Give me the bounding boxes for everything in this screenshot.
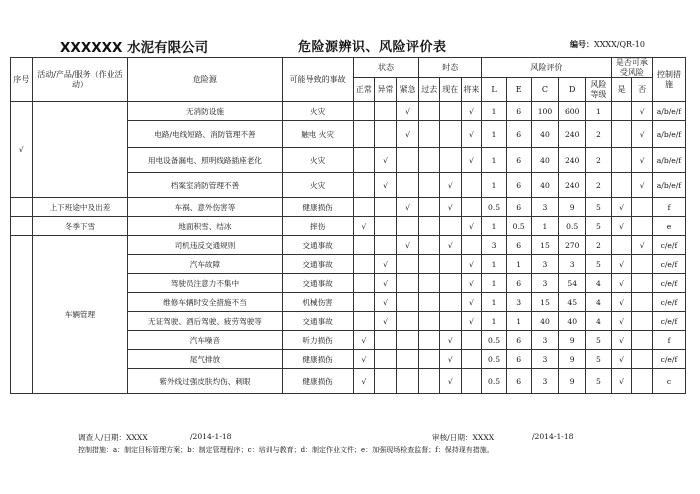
cell-C: 40 [531, 148, 559, 173]
cell-D: 40 [559, 312, 586, 331]
cell-present [440, 293, 462, 312]
cell-past [419, 121, 440, 148]
cell-normal [353, 274, 375, 293]
cell-no-check [632, 255, 653, 274]
cell-emergency [396, 255, 419, 274]
cell-no-check [632, 369, 653, 394]
cell-abnormal [375, 217, 397, 236]
cell-present [440, 102, 462, 121]
cell-yes: √ [611, 312, 632, 331]
cell-no [11, 198, 33, 217]
cell-abnormal [375, 121, 397, 148]
cell-normal [353, 121, 375, 148]
cell-C: 15 [531, 293, 559, 312]
cell-D: 9 [559, 198, 586, 217]
cell-level: 5 [586, 198, 612, 217]
cell-yes: √ [611, 255, 632, 274]
cell-emergency: √ [396, 198, 419, 217]
header-tense: 时态 [419, 58, 482, 78]
cell-future: √ [461, 274, 482, 293]
header-abnormal: 异常 [375, 78, 397, 102]
header-accident: 可能导致的事故 [282, 58, 353, 102]
cell-past [419, 236, 440, 255]
table-row [11, 217, 686, 236]
investigator-date: /2014-1-18 [190, 432, 232, 441]
cell-activity: 冬季下雪 [32, 217, 128, 236]
cell-no-check: √ [632, 173, 653, 198]
measures-text: 控制措施：a：制定目标管理方案；b：制定管理程序；c：培训与教育；d：制定作业文件；e：加强现场检查监督；f：保持现有措施。 [78, 446, 494, 454]
cell-E: 6 [506, 350, 531, 369]
header-future: 将来 [461, 78, 482, 102]
cell-future: √ [461, 312, 482, 331]
cell-future: √ [461, 121, 482, 148]
cell-control: c/e/f [652, 293, 685, 312]
header-acceptable: 是否可承受风险 [611, 58, 652, 78]
cell-future: √ [461, 102, 482, 121]
cell-present: √ [440, 198, 462, 217]
cell-L: 1 [482, 217, 507, 236]
cell-present [440, 217, 462, 236]
cell-level: 1 [586, 102, 612, 121]
cell-normal: √ [353, 350, 375, 369]
cell-control: f [652, 198, 685, 217]
document-header [0, 36, 700, 54]
cell-hazard: 汽车噪音 [128, 331, 282, 350]
cell-hazard: 地面积雪、结冰 [128, 217, 282, 236]
cell-future [461, 369, 482, 394]
cell-yes [611, 102, 632, 121]
cell-D: 3 [559, 255, 586, 274]
header-C: C [531, 78, 559, 102]
table-row [11, 102, 686, 121]
cell-E: 6 [506, 148, 531, 173]
cell-abnormal [375, 198, 397, 217]
cell-yes: √ [611, 217, 632, 236]
cell-past [419, 102, 440, 121]
cell-no-check [632, 274, 653, 293]
cell-normal [353, 102, 375, 121]
cell-past [419, 217, 440, 236]
document-title: 危险源辨识、风险评价表 [298, 40, 447, 55]
cell-no [11, 217, 33, 236]
cell-future: √ [461, 293, 482, 312]
header-emergency: 紧急 [396, 78, 419, 102]
header-past: 过去 [419, 78, 440, 102]
reviewer-label: 审核/日期：XXXX [432, 433, 495, 442]
cell-abnormal: √ [375, 312, 397, 331]
cell-C: 40 [531, 173, 559, 198]
cell-accident: 听力损伤 [282, 331, 353, 350]
cell-accident: 交通事故 [282, 312, 353, 331]
cell-accident: 交通事故 [282, 236, 353, 255]
cell-control: a/b/e/f [652, 102, 685, 121]
cell-future: √ [461, 255, 482, 274]
cell-accident: 健康损伤 [282, 198, 353, 217]
cell-emergency: √ [396, 102, 419, 121]
cell-yes [611, 173, 632, 198]
cell-hazard: 司机违反交通规则 [128, 236, 282, 255]
cell-future [461, 173, 482, 198]
cell-D: 9 [559, 350, 586, 369]
cell-L: 1 [482, 121, 507, 148]
cell-control: c/e/f [652, 312, 685, 331]
cell-E: 6 [506, 102, 531, 121]
cell-accident: 健康损伤 [282, 350, 353, 369]
cell-accident: 交通事故 [282, 274, 353, 293]
risk-evaluation-table [10, 57, 686, 394]
cell-L: 0.5 [482, 369, 507, 394]
cell-normal [353, 255, 375, 274]
cell-yes: √ [611, 198, 632, 217]
cell-level: 4 [586, 293, 612, 312]
cell-level: 2 [586, 173, 612, 198]
cell-abnormal [375, 102, 397, 121]
cell-hazard: 车祸、意外伤害等 [128, 198, 282, 217]
cell-C: 1 [531, 217, 559, 236]
cell-control: a/b/e/f [652, 148, 685, 173]
cell-C: 40 [531, 121, 559, 148]
cell-activity: 车辆管理 [32, 236, 128, 394]
cell-accident: 摔伤 [282, 217, 353, 236]
cell-no-check [632, 217, 653, 236]
cell-no-check: √ [632, 148, 653, 173]
cell-past [419, 173, 440, 198]
cell-D: 270 [559, 236, 586, 255]
cell-C: 3 [531, 350, 559, 369]
cell-accident: 火灾 [282, 148, 353, 173]
cell-L: 3 [482, 236, 507, 255]
cell-level: 5 [586, 255, 612, 274]
cell-control: c [652, 369, 685, 394]
cell-present: √ [440, 173, 462, 198]
header-level: 风险等级 [586, 78, 612, 102]
cell-control: c/e/f [652, 236, 685, 255]
cell-past [419, 293, 440, 312]
cell-emergency: √ [396, 121, 419, 148]
header-normal: 正常 [353, 78, 375, 102]
cell-past [419, 274, 440, 293]
cell-control: f [652, 331, 685, 350]
cell-D: 240 [559, 121, 586, 148]
cell-yes: √ [611, 369, 632, 394]
cell-level: 2 [586, 121, 612, 148]
cell-L: 1 [482, 312, 507, 331]
cell-present: √ [440, 331, 462, 350]
document-code [570, 39, 645, 50]
cell-yes: √ [611, 293, 632, 312]
header-no: 序号 [11, 58, 33, 102]
table-row [11, 198, 686, 217]
cell-present [440, 274, 462, 293]
cell-hazard: 维修车辆时安全措施不当 [128, 293, 282, 312]
cell-emergency [396, 173, 419, 198]
cell-present [440, 121, 462, 148]
table-row [11, 236, 686, 255]
cell-L: 1 [482, 274, 507, 293]
cell-emergency [396, 369, 419, 394]
cell-future [461, 198, 482, 217]
cell-no-check [632, 350, 653, 369]
header-L: L [482, 78, 507, 102]
cell-past [419, 369, 440, 394]
cell-present: √ [440, 236, 462, 255]
cell-abnormal: √ [375, 293, 397, 312]
cell-D: 9 [559, 369, 586, 394]
cell-L: 0.5 [482, 350, 507, 369]
cell-past [419, 148, 440, 173]
cell-no-check: √ [632, 102, 653, 121]
cell-present: √ [440, 350, 462, 369]
cell-hazard: 电路/电线短路、消防管理不善 [128, 121, 282, 148]
cell-level: 5 [586, 350, 612, 369]
code-label: 编号： [570, 39, 594, 49]
cell-E: 6 [506, 198, 531, 217]
cell-emergency [396, 217, 419, 236]
cell-past [419, 350, 440, 369]
cell-present [440, 148, 462, 173]
cell-E: 6 [506, 331, 531, 350]
cell-L: 0.5 [482, 331, 507, 350]
cell-future [461, 331, 482, 350]
cell-L: 1 [482, 173, 507, 198]
cell-hazard: 尾气排放 [128, 350, 282, 369]
cell-E: 6 [506, 369, 531, 394]
cell-D: 240 [559, 173, 586, 198]
cell-control: a/b/e/f [652, 121, 685, 148]
cell-normal [353, 236, 375, 255]
header-hazard: 危险源 [128, 58, 282, 102]
cell-accident: 交通事故 [282, 255, 353, 274]
cell-E: 1 [506, 312, 531, 331]
header-state: 状态 [353, 58, 419, 78]
cell-emergency: √ [396, 236, 419, 255]
cell-yes [611, 121, 632, 148]
cell-normal [353, 148, 375, 173]
cell-abnormal [375, 350, 397, 369]
cell-control: e [652, 217, 685, 236]
cell-emergency [396, 274, 419, 293]
cell-accident: 健康损伤 [282, 369, 353, 394]
cell-emergency [396, 148, 419, 173]
header-activity: 活动/产品/服务（作业活动） [32, 58, 128, 102]
cell-C: 15 [531, 236, 559, 255]
cell-yes: √ [611, 274, 632, 293]
cell-hazard: 无消防设施 [128, 102, 282, 121]
cell-normal: √ [353, 369, 375, 394]
investigator-label: 调查人/日期：XXXX [78, 433, 148, 442]
cell-past [419, 198, 440, 217]
cell-accident: 触电 火灾 [282, 121, 353, 148]
cell-hazard: 紫外线过强皮肤灼伤、刺眼 [128, 369, 282, 394]
cell-hazard: 用电设备漏电、照明线路插座老化 [128, 148, 282, 173]
cell-L: 1 [482, 293, 507, 312]
cell-yes: √ [611, 331, 632, 350]
company-name: XXXXXX 水泥有限公司 [60, 40, 209, 56]
cell-control: c/e/f [652, 255, 685, 274]
cell-control: a/b/e/f [652, 173, 685, 198]
cell-abnormal: √ [375, 255, 397, 274]
cell-yes: √ [611, 350, 632, 369]
cell-level: 5 [586, 217, 612, 236]
cell-abnormal: √ [375, 274, 397, 293]
cell-level: 4 [586, 312, 612, 331]
cell-no-check [632, 331, 653, 350]
cell-no-check [632, 198, 653, 217]
cell-hazard: 档案室消防管理不善 [128, 173, 282, 198]
cell-E: 6 [506, 236, 531, 255]
cell-emergency [396, 312, 419, 331]
header-no-col: 否 [632, 78, 653, 102]
cell-C: 40 [531, 312, 559, 331]
cell-emergency [396, 331, 419, 350]
cell-past [419, 255, 440, 274]
reviewer-date: /2014-1-18 [532, 432, 574, 441]
cell-present: √ [440, 369, 462, 394]
cell-past [419, 331, 440, 350]
cell-normal [353, 293, 375, 312]
cell-level: 5 [586, 331, 612, 350]
cell-hazard: 驾驶员注意力不集中 [128, 274, 282, 293]
cell-C: 3 [531, 255, 559, 274]
cell-level: 2 [586, 236, 612, 255]
cell-C: 3 [531, 274, 559, 293]
cell-future: √ [461, 148, 482, 173]
cell-level: 5 [586, 369, 612, 394]
cell-C: 100 [531, 102, 559, 121]
cell-normal: √ [353, 217, 375, 236]
cell-hazard: 汽车故障 [128, 255, 282, 274]
cell-yes [611, 148, 632, 173]
cell-normal [353, 198, 375, 217]
header-E: E [506, 78, 531, 102]
cell-E: 3 [506, 293, 531, 312]
cell-L: 1 [482, 102, 507, 121]
cell-accident: 火灾 [282, 173, 353, 198]
cell-C: 3 [531, 369, 559, 394]
cell-level: 2 [586, 148, 612, 173]
cell-no-check: √ [632, 236, 653, 255]
header-control: 控制措施 [652, 58, 685, 102]
cell-hazard: 无证驾驶、酒后驾驶、疲劳驾驶等 [128, 312, 282, 331]
cell-level: 4 [586, 274, 612, 293]
cell-present [440, 255, 462, 274]
header-risk-eval: 风险评价 [482, 58, 612, 78]
cell-D: 45 [559, 293, 586, 312]
cell-emergency [396, 350, 419, 369]
cell-C: 3 [531, 331, 559, 350]
cell-no-check [632, 293, 653, 312]
cell-E: 6 [506, 173, 531, 198]
cell-no: √ [11, 102, 33, 198]
cell-E: 1 [506, 255, 531, 274]
cell-future: √ [461, 217, 482, 236]
code-value: XXXX/QR-10 [594, 40, 645, 49]
cell-abnormal: √ [375, 173, 397, 198]
cell-abnormal [375, 331, 397, 350]
cell-L: 0.5 [482, 198, 507, 217]
cell-future [461, 350, 482, 369]
cell-control: c/e/f [652, 274, 685, 293]
cell-abnormal: √ [375, 148, 397, 173]
cell-future [461, 236, 482, 255]
cell-activity [32, 102, 128, 198]
cell-normal [353, 173, 375, 198]
cell-L: 1 [482, 148, 507, 173]
cell-D: 600 [559, 102, 586, 121]
cell-accident: 机械伤害 [282, 293, 353, 312]
cell-present [440, 312, 462, 331]
cell-activity: 上下班途中及出差 [32, 198, 128, 217]
cell-L: 1 [482, 255, 507, 274]
cell-yes [611, 236, 632, 255]
cell-emergency [396, 293, 419, 312]
cell-control: c/e/f [652, 350, 685, 369]
cell-D: 9 [559, 331, 586, 350]
cell-abnormal [375, 369, 397, 394]
cell-normal: √ [353, 331, 375, 350]
cell-accident: 火灾 [282, 102, 353, 121]
cell-no [11, 236, 33, 394]
cell-C: 3 [531, 198, 559, 217]
cell-normal [353, 312, 375, 331]
cell-E: 6 [506, 274, 531, 293]
header-present: 现在 [440, 78, 462, 102]
cell-E: 6 [506, 121, 531, 148]
cell-abnormal [375, 236, 397, 255]
cell-D: 240 [559, 148, 586, 173]
cell-E: 0.5 [506, 217, 531, 236]
cell-D: 54 [559, 274, 586, 293]
header-yes: 是 [611, 78, 632, 102]
cell-no-check: √ [632, 121, 653, 148]
header-D: D [559, 78, 586, 102]
cell-no-check [632, 312, 653, 331]
cell-past [419, 312, 440, 331]
cell-D: 0.5 [559, 217, 586, 236]
